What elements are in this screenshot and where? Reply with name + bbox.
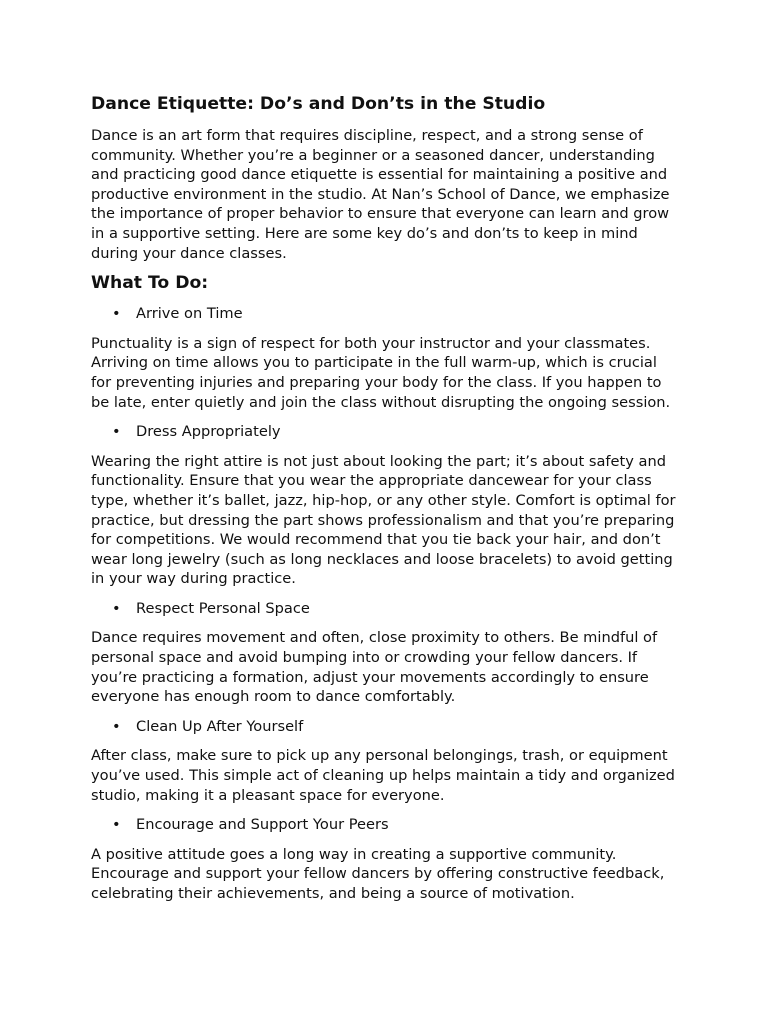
- bullet-heading: Arrive on Time: [136, 305, 243, 323]
- bullet-glyph: •: [112, 717, 121, 735]
- tip-clean-up: [91, 717, 680, 805]
- tip-body: After class, make sure to pick up any personal belongings, trash, or equipment you’ve used. This simple act of cleaning up helps maintain a tidy and organized studio, making it a pleasant space for everyone.: [91, 747, 675, 804]
- bullet-heading: Respect Personal Space: [136, 599, 310, 617]
- tip-body: Punctuality is a sign of respect for both your instructor and your classmates. Arriving on time allows you to participate in the full warm-up, which is crucial for preventing injuries and preparing your body for the class. If you happen to be late, enter quietly and join the class without disrupting the ongoing session.: [91, 334, 671, 411]
- bullet-item: [91, 422, 680, 442]
- tip-arrive-on-time: [91, 304, 680, 412]
- bullet-item: [91, 599, 680, 619]
- bullet-glyph: •: [112, 305, 121, 323]
- bullet-list: [91, 815, 680, 835]
- bullet-list: [91, 304, 680, 324]
- tip-body: Wearing the right attire is not just about looking the part; it’s about safety and functionality. Ensure that you wear the appropriate dancewear for your class type, whether it’s ballet, jazz, hip-hop, or any other style. Comfort is optimal for practice, but dressing the part shows professionalism and that you’re preparing for competitions. We would recommend that you tie back your hair, and don’t wear long jewelry (such as long necklaces and loose bracelets) to avoid getting in your way during practice.: [91, 452, 676, 588]
- bullet-heading: Dress Appropriately: [136, 423, 281, 441]
- bullet-glyph: •: [112, 423, 121, 441]
- tips-list: [91, 304, 680, 903]
- tip-respect-personal-space: [91, 599, 680, 707]
- bullet-list: [91, 717, 680, 737]
- bullet-glyph: •: [112, 599, 121, 617]
- tip-encourage-peers: [91, 815, 680, 903]
- bullet-glyph: •: [112, 816, 121, 834]
- bullet-heading: Encourage and Support Your Peers: [136, 816, 389, 834]
- bullet-item: [91, 304, 680, 324]
- bullet-item: [91, 815, 680, 835]
- bullet-list: [91, 422, 680, 442]
- tip-dress-appropriately: [91, 422, 680, 589]
- bullet-item: [91, 717, 680, 737]
- tip-body: A positive attitude goes a long way in creating a supportive community. Encourage and support your fellow dancers by offering constructive feedback, celebrating their achievements, and being a source of motivation.: [91, 845, 665, 902]
- document-title: Dance Etiquette: Do’s and Don’ts in the Studio: [91, 94, 546, 114]
- tip-body: Dance requires movement and often, close proximity to others. Be mindful of personal space and avoid bumping into or crowding your fellow dancers. If you’re practicing a formation, adjust your movements accordingly to ensure everyone has enough room to dance comfortably.: [91, 629, 658, 706]
- bullet-heading: Clean Up After Yourself: [136, 717, 304, 735]
- section-heading-what-to-do: What To Do:: [91, 273, 209, 294]
- intro-paragraph: Dance is an art form that requires discipline, respect, and a strong sense of community. Whether you’re a beginner or a seasoned dancer, understanding and practicing good dance etiquette is essential for maintaining a positive and productive environment in the studio. At Nan’s School of Dance, we emphasize the importance of proper behavior to ensure that everyone can learn and grow in a supportive setting. Here are some key do’s and don’ts to keep in mind during your dance classes.: [91, 127, 670, 262]
- bullet-list: [91, 599, 680, 619]
